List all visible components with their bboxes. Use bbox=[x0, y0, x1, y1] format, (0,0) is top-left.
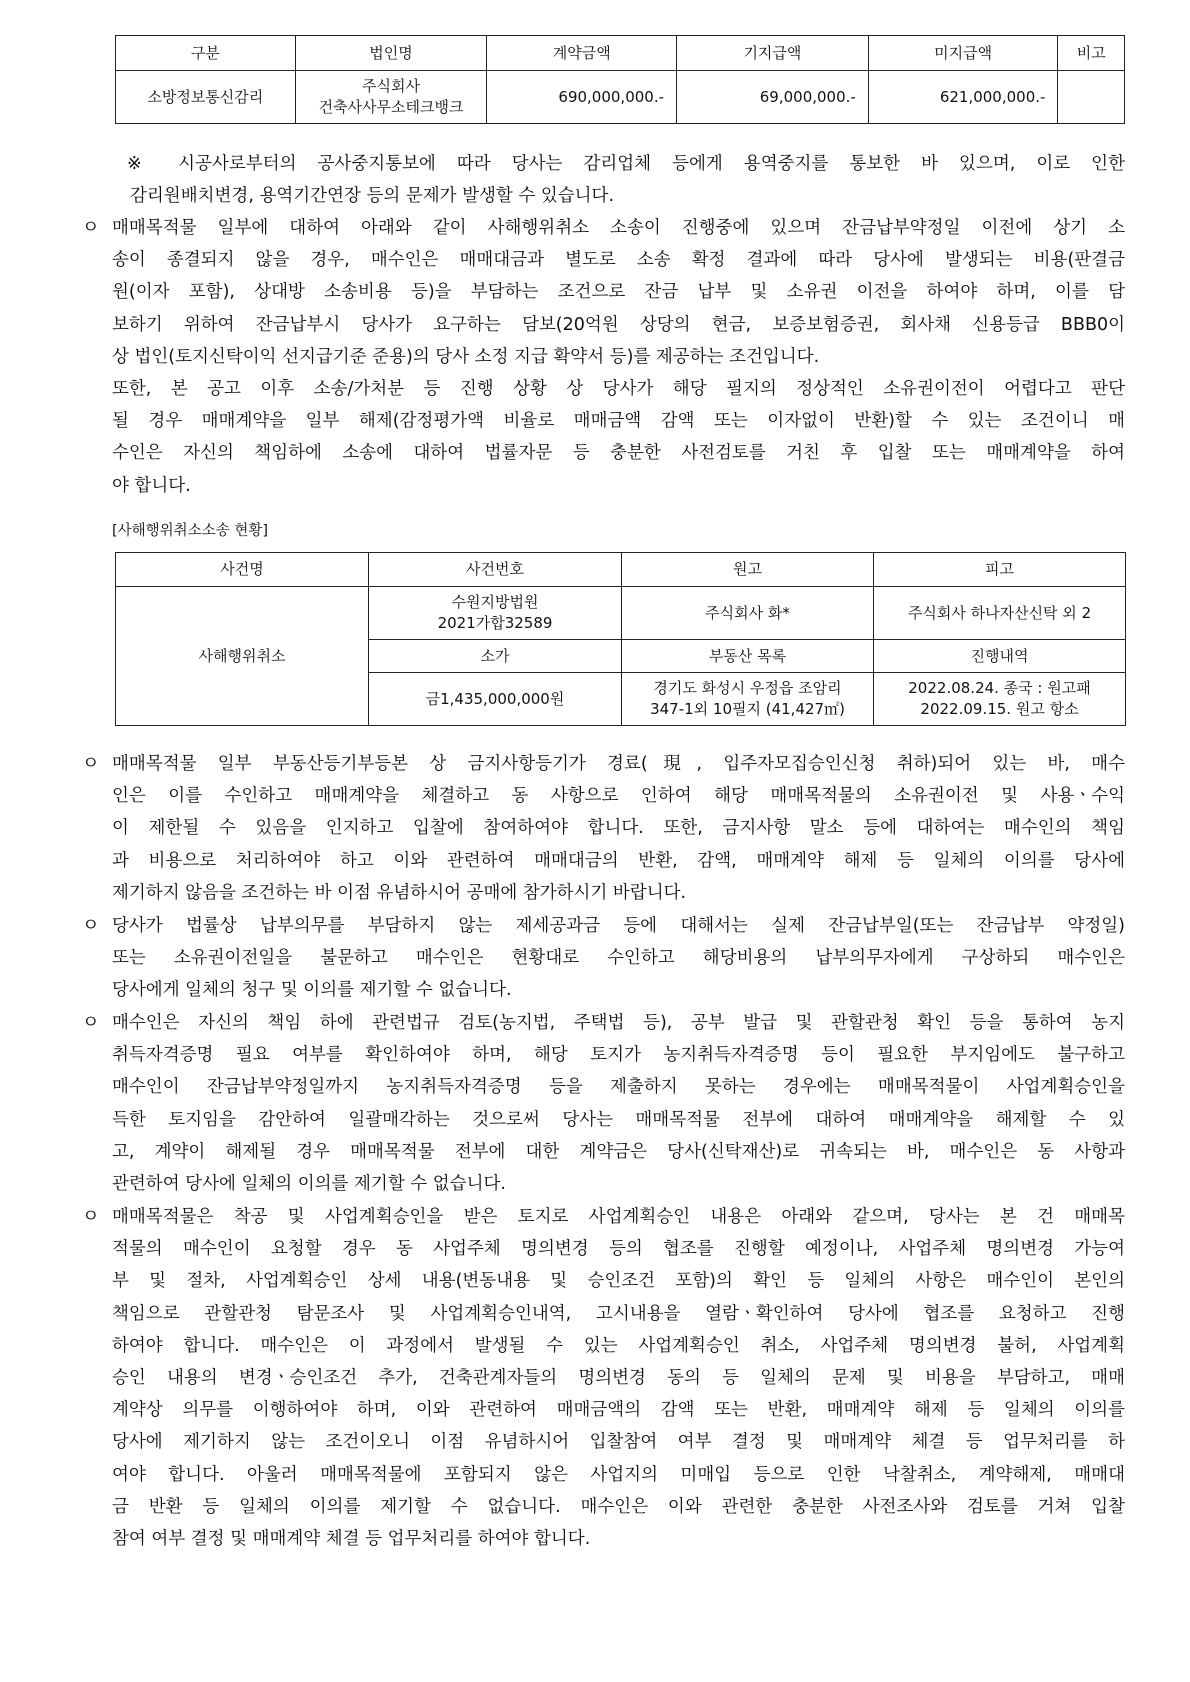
cell-case-number bbox=[369, 587, 622, 640]
header-plaintiff: 원고 bbox=[622, 553, 874, 587]
paragraph-line: 매매목적물은 착공 및 사업계획승인을 받은 토지로 사업계획승인 내용은 아래와 같으며, 당사는 본 건 매매목 bbox=[112, 1207, 1125, 1227]
header-contract-amount: 계약금액 bbox=[487, 36, 677, 71]
paragraph-line: 하여야 합니다. 매수인은 이 과정에서 발생될 수 있는 사업계획승인 취소, 사업주체 명의변경 불허, 사업계획 bbox=[112, 1335, 1125, 1356]
table-row bbox=[116, 587, 1126, 640]
paragraph-line: 관련하여 당사에 일체의 이의를 제기할 수 없습니다. bbox=[112, 1173, 506, 1194]
paragraph-line: 제기하지 않음을 조건하는 바 이점 유념하시어 공매에 참가하시기 바랍니다. bbox=[112, 882, 687, 903]
cell-paid-amount: 69,000,000.- bbox=[677, 71, 869, 124]
paragraph-line: 과 비용으로 처리하여야 하고 이와 관련하여 매매대금의 반환, 감액, 매매계약 해제 등 일체의 이의를 당사에 bbox=[112, 850, 1125, 871]
bullet-icon: ㅇ bbox=[82, 1206, 100, 1227]
paragraph-line: 여야 합니다. 아울러 매매목적물에 포함되지 않은 사업지의 미매입 등으로 인한 낙찰취소, 계약해제, 매매대 bbox=[112, 1464, 1125, 1485]
suspension-note bbox=[127, 148, 1125, 212]
subheader-claim-amount: 소가 bbox=[369, 640, 622, 673]
header-case-name: 사건명 bbox=[116, 553, 369, 587]
cell-defendant: 주식회사 하나자산신탁 외 2 bbox=[874, 587, 1126, 640]
header-company: 법인명 bbox=[295, 36, 487, 71]
paragraph-line: 취득자격증명 필요 여부를 확인하여야 하며, 해당 토지가 농지취득자격증명 등이 필요한 부지임에도 불구하고 bbox=[112, 1045, 1125, 1066]
paragraph-line: 송이 종결되지 않을 경우, 매수인은 매매대금과 별도로 소송 확정 결과에 따라 당사에 발생되는 비용(판결금 bbox=[112, 250, 1125, 271]
bullet-icon: ㅇ bbox=[82, 753, 100, 774]
lawsuit-caption: [사해행위취소소송 현황] bbox=[112, 523, 268, 539]
paragraph-prohibition-registration bbox=[112, 748, 1125, 909]
header-category: 구분 bbox=[116, 36, 296, 71]
lawsuit-table bbox=[115, 552, 1126, 726]
paragraph-line: 매수인이 잔금납부약정일까지 농지취득자격증명 등을 제출하지 못하는 경우에는 매매목적물이 사업계획승인을 bbox=[112, 1077, 1125, 1098]
paragraph-line: 상 법인(토지신탁이익 선지급기준 준용)의 당사 소정 지급 확약서 등)를 제공하는 조건입니다. bbox=[112, 346, 820, 367]
cell-contract-amount: 690,000,000.- bbox=[487, 71, 677, 124]
paragraph-line: 또는 소유권이전일을 불문하고 매수인은 현황대로 수인하고 해당비용의 납부의무자에게 구상하되 매수인은 bbox=[112, 948, 1125, 969]
header-unpaid-amount: 미지급액 bbox=[868, 36, 1058, 71]
paragraph-line: 금 반환 등 일체의 이의를 제기할 수 없습니다. 매수인은 이와 관련한 충분한 사전조사와 검토를 거쳐 입찰 bbox=[112, 1496, 1125, 1517]
header-paid-amount: 기지급액 bbox=[677, 36, 869, 71]
paragraph-line: 이 제한될 수 있음을 인지하고 입찰에 참여하여야 합니다. 또한, 금지사항 말소 등에 대하여는 매수인의 책임 bbox=[112, 818, 1125, 839]
paragraph-line: 수인은 자신의 책임하에 소송에 대하여 법률자문 등 충분한 사전검토를 거친 후 입찰 또는 매매계약을 하여 bbox=[112, 443, 1125, 464]
paragraph-line: 원(이자 포함), 상대방 소송비용 등)을 부담하는 조건으로 잔금 납부 및 소유권 이전을 하여야 하며, 이를 담 bbox=[112, 282, 1125, 303]
paragraph-line: 당사가 법률상 납부의무를 부담하지 않는 제세공과금 등에 대해서는 실제 잔금납부일(또는 잔금납부 약정일) bbox=[112, 916, 1125, 936]
paragraph-line: 인은 이를 수인하고 매매계약을 체결하고 동 사항으로 인하여 해당 매매목적물의 소유권이전 및 사용ㆍ수익 bbox=[112, 786, 1125, 807]
bullet-icon: ㅇ bbox=[82, 217, 100, 238]
subheader-property-list: 부동산 목록 bbox=[622, 640, 874, 673]
company-line2: 건축사사무소테크뱅크 bbox=[318, 98, 464, 116]
cell-case-name: 사해행위취소 bbox=[116, 587, 369, 726]
note-line: 감리원배치변경, 용역기간연장 등의 문제가 발생할 수 있습니다. bbox=[130, 186, 615, 207]
paragraph-line: 책임으로 관할관청 탐문조사 및 사업계획승인내역, 고시내용을 열람ㆍ확인하여 당사에 협조를 요청하고 진행 bbox=[112, 1303, 1125, 1324]
cell-remarks bbox=[1058, 71, 1125, 124]
paragraph-taxes bbox=[112, 910, 1125, 1007]
paragraph-lawsuit bbox=[112, 212, 1125, 502]
company-line1: 주식회사 bbox=[362, 77, 420, 95]
cell-claim-amount: 금1,435,000,000원 bbox=[369, 673, 622, 726]
contract-table bbox=[115, 35, 1125, 124]
cell-unpaid-amount: 621,000,000.- bbox=[868, 71, 1058, 124]
paragraph-line: 승인 내용의 변경ㆍ승인조건 추가, 건축관계자들의 명의변경 동의 등 일체의 문제 및 비용을 부담하고, 매매 bbox=[112, 1367, 1125, 1388]
header-defendant: 피고 bbox=[874, 553, 1126, 587]
paragraph-line: 매매목적물 일부 부동산등기부등본 상 금지사항등기가 경료(現, 입주자모집승인신청 취하)되어 있는 바, 매수 bbox=[112, 754, 1125, 774]
paragraph-line: 당사에 제기하지 않는 조건이오니 이점 유념하시어 입찰참여 여부 결정 및 매매계약 체결 등 업무처리를 하 bbox=[112, 1432, 1125, 1453]
paragraph-line: 고, 계약이 해제될 경우 매매목적물 전부에 대한 계약금은 당사(신탁재산)로 귀속되는 바, 매수인은 동 사항과 bbox=[112, 1141, 1125, 1162]
cell-company bbox=[295, 71, 487, 124]
paragraph-line: 될 경우 매매계약을 일부 해제(감정평가액 비율로 매매금액 감액 또는 이자없이 반환)할 수 있는 조건이니 매 bbox=[112, 411, 1125, 432]
paragraph-line: 당사에게 일체의 청구 및 이의를 제기할 수 없습니다. bbox=[112, 980, 512, 1001]
cell-category: 소방정보통신감리 bbox=[116, 71, 296, 124]
paragraph-line: 보하기 위하여 잔금납부시 당사가 요구하는 담보(20억원 상당의 현금, 보증보험증권, 회사채 신용등급 BBB0이 bbox=[112, 314, 1125, 335]
paragraph-line: 부 및 절차, 사업계획승인 상세 내용(변동내용 및 승인조건 포함)의 확인 등 일체의 사항은 매수인이 본인의 bbox=[112, 1271, 1125, 1292]
table-header-row bbox=[116, 553, 1126, 587]
paragraph-line: 매수인은 자신의 책임 하에 관련법규 검토(농지법, 주택법 등), 공부 발급 및 관할관청 확인 등을 통하여 농지 bbox=[112, 1013, 1125, 1033]
property-line2: 347-1외 10필지 (41,427㎡) bbox=[650, 700, 845, 718]
paragraph-line: 매매목적물 일부에 대하여 아래와 같이 사해행위취소 소송이 진행중에 있으며 잔금납부약정일 이전에 상기 소 bbox=[112, 218, 1125, 238]
paragraph-line: 야 합니다. bbox=[112, 475, 191, 496]
cell-property-list bbox=[622, 673, 874, 726]
progress-line2: 2022.09.15. 원고 항소 bbox=[920, 700, 1079, 718]
cell-plaintiff: 주식회사 화* bbox=[622, 587, 874, 640]
paragraph-business-plan bbox=[112, 1201, 1125, 1555]
header-case-number: 사건번호 bbox=[369, 553, 622, 587]
table-row bbox=[116, 71, 1125, 124]
paragraph-line: 적물의 매수인이 요청할 경우 동 사업주체 명의변경 등의 협조를 진행할 예정이나, 사업주체 명의변경 가능여 bbox=[112, 1239, 1125, 1260]
bullet-icon: ㅇ bbox=[82, 915, 100, 936]
note-line: ※ 시공사로부터의 공사중지통보에 따라 당사는 감리업체 등에게 용역중지를 통보한 바 있으며, 이로 인한 bbox=[127, 154, 1125, 174]
header-remarks: 비고 bbox=[1058, 36, 1125, 71]
property-line1: 경기도 화성시 우정읍 조암리 bbox=[653, 679, 842, 697]
subheader-progress: 진행내역 bbox=[874, 640, 1126, 673]
paragraph-line: 계약상 의무를 이행하여야 하며, 이와 관련하여 매매금액의 감액 또는 반환, 매매계약 해제 등 일체의 이의를 bbox=[112, 1400, 1125, 1421]
paragraph-line: 참여 여부 결정 및 매매계약 체결 등 업무처리를 하여야 합니다. bbox=[112, 1528, 591, 1549]
progress-line1: 2022.08.24. 종국 : 원고패 bbox=[908, 679, 1091, 697]
paragraph-line: 득한 토지임을 감안하여 일괄매각하는 것으로써 당사는 매매목적물 전부에 대하여 매매계약을 해제할 수 있 bbox=[112, 1109, 1125, 1130]
case-court: 수원지방법원 bbox=[451, 593, 539, 611]
cell-progress bbox=[874, 673, 1126, 726]
case-number: 2021가합32589 bbox=[437, 614, 553, 632]
table-header-row bbox=[116, 36, 1125, 71]
paragraph-line: 또한, 본 공고 이후 소송/가처분 등 진행 상황 상 당사가 해당 필지의 정상적인 소유권이전이 어렵다고 판단 bbox=[112, 378, 1125, 399]
bullet-icon: ㅇ bbox=[82, 1012, 100, 1033]
paragraph-farmland bbox=[112, 1007, 1125, 1200]
